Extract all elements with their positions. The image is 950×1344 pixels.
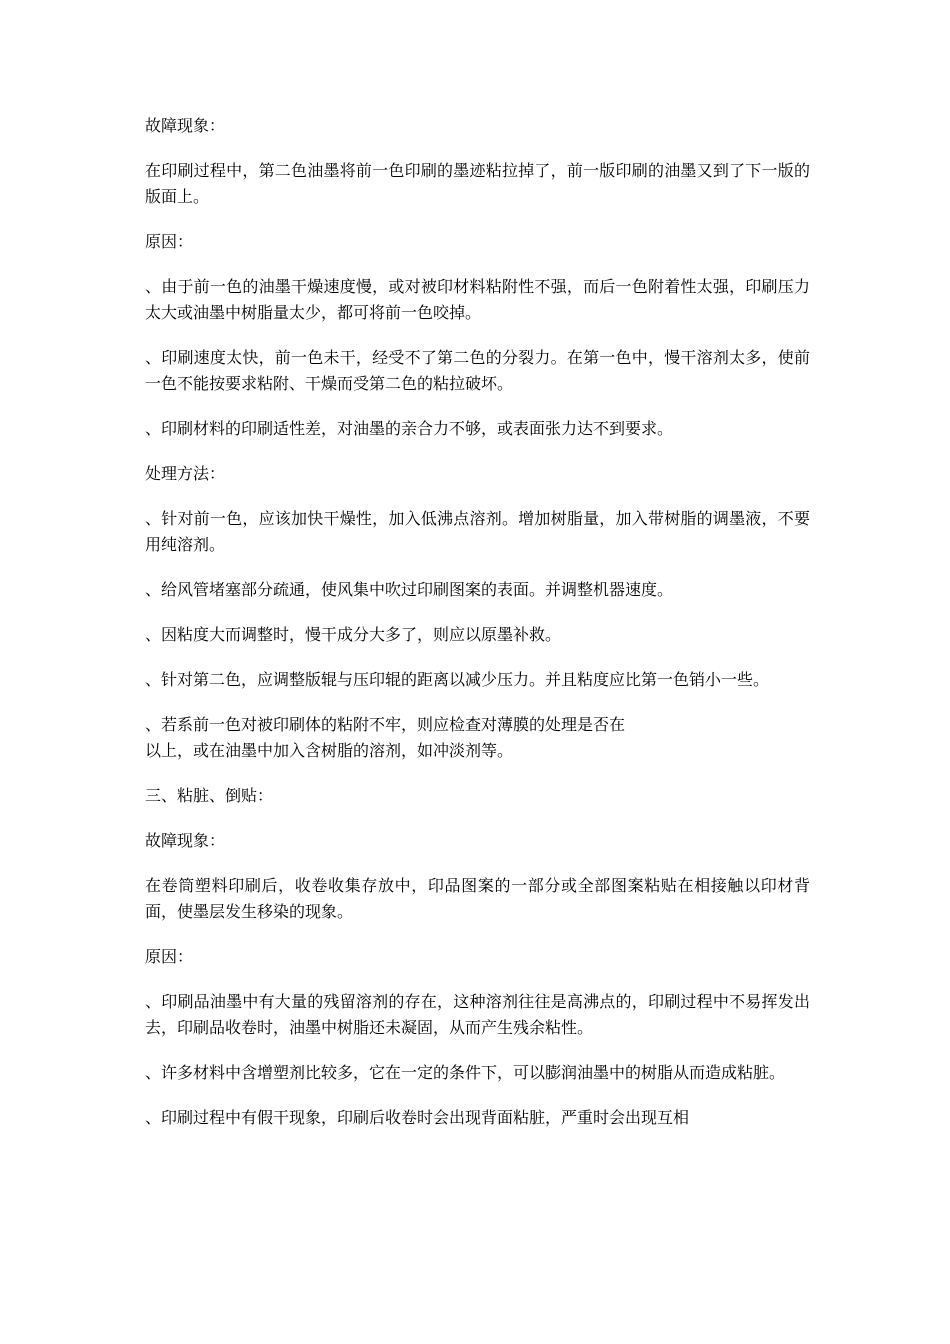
paragraph-solution-5-line2: 以上，或在油墨中加入含树脂的溶剂，如冲淡剂等。 [145, 741, 514, 760]
section-heading-smudge: 三、粘脏、倒贴： [145, 786, 274, 805]
paragraph-cause-heading: 原因： [145, 232, 194, 251]
paragraph-solution-3: 、因粘度大而调整时，慢干成分大多了，则应以原墨补救。 [145, 625, 562, 644]
paragraph-solution-5-line1: 、若系前一色对被印刷体的粘附不牢，则应检查对薄膜的处理是否在 [145, 715, 626, 734]
paragraph-cause-2-3: 、印刷过程中有假干现象，印刷后收卷时会出现背面粘脏，严重时会出现互相 [145, 1108, 690, 1127]
paragraph-cause-heading-2: 原因： [145, 947, 194, 966]
paragraph-solution-1: 、针对前一色，应该加快干燥性，加入低沸点溶剂。增加树脂量，加入带树脂的调墨液，不要用纯溶剂。 [145, 509, 810, 554]
paragraph-cause-3: 、印刷材料的印刷适性差，对油墨的亲合力不够，或表面张力达不到要求。 [145, 419, 674, 438]
paragraph-fault-heading-2: 故障现象： [145, 831, 226, 850]
paragraph-solution-2: 、给风管堵塞部分疏通，使风集中吹过印刷图案的表面。并调整机器速度。 [145, 580, 674, 599]
paragraph-fault-description: 在印刷过程中，第二色油墨将前一色印刷的墨迹粘拉掉了，前一版印刷的油墨又到了下一版的版面上。 [145, 161, 810, 206]
paragraph-cause-2-1: 、印刷品油墨中有大量的残留溶剂的存在，这种溶剂往往是高沸点的，印刷过程中不易挥发出去，印刷品收卷时，油墨中树脂还未凝固，从而产生残余粘性。 [145, 992, 810, 1037]
paragraph-cause-2: 、印刷速度太快，前一色未干，经受不了第二色的分裂力。在第一色中，慢干溶剂太多，使前一色不能按要求粘附、干燥而受第二色的粘拉破坏。 [145, 348, 810, 393]
document-body [145, 113, 810, 1150]
paragraph-fault-heading: 故障现象： [145, 116, 226, 135]
paragraph-cause-2-2: 、许多材料中含增塑剂比较多，它在一定的条件下，可以膨润油墨中的树脂从而造成粘脏。 [145, 1063, 786, 1082]
paragraph-cause-1: 、由于前一色的油墨干燥速度慢，或对被印材料粘附性不强，而后一色附着性太强，印刷压力太大或油墨中树脂量太少，都可将前一色咬掉。 [145, 277, 810, 322]
paragraph-fault-description-2: 在卷筒塑料印刷后，收卷收集存放中，印品图案的一部分或全部图案粘贴在相接触以印材背面，使墨层发生移染的现象。 [145, 876, 810, 921]
paragraph-solution-heading: 处理方法： [145, 464, 226, 483]
paragraph-solution-4: 、针对第二色，应调整版辊与压印辊的距离以减少压力。并且粘度应比第一色销小一些。 [145, 670, 770, 689]
